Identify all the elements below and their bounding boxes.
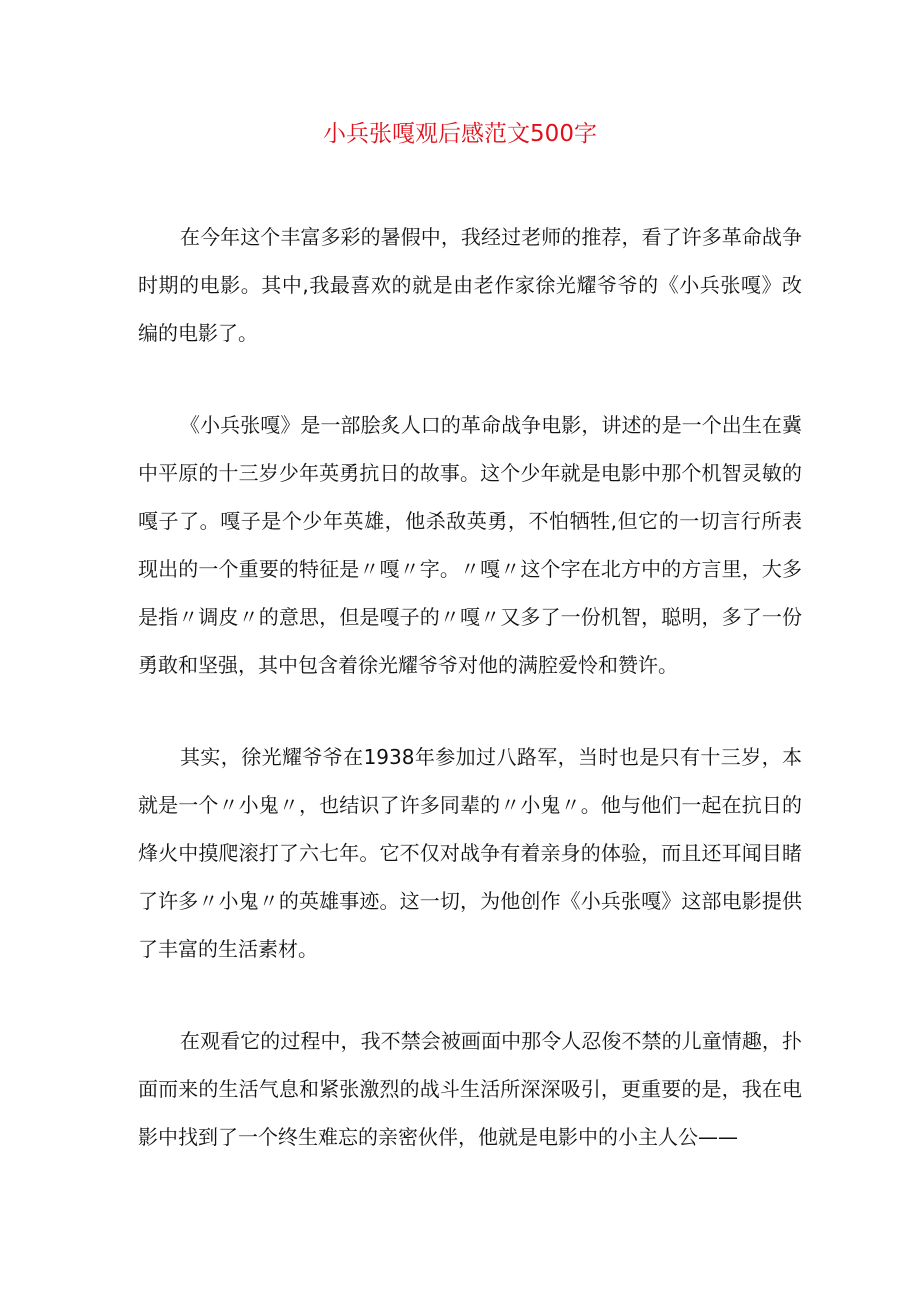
- document-title: 小兵张嘎观后感范文500字: [323, 121, 597, 147]
- paragraph-4: 在观看它的过程中，我不禁会被画面中那令人忍俊不禁的儿童情趣，扑面而来的生活气息和紧张激烈的战斗生活所深深吸引，更重要的是，我在电影中找到了一个终生难忘的亲密伙伴，他就是电影中的小主人公——: [138, 1029, 802, 1149]
- paragraph-2: 《小兵张嘎》是一部脍炙人口的革命战争电影，讲述的是一个出生在冀中平原的十三岁少年英勇抗日的故事。这个少年就是电影中那个机智灵敏的嘎子了。嘎子是个少年英雄，他杀敌英勇，不怕牺牲,但它的一切言行所表现出的一个重要的特征是〃嘎〃字。〃嘎〃这个字在北方中的方言里，大多是指〃调皮〃的意思，但是嘎子的〃嘎〃又多了一份机智，聪明，多了一份勇敢和坚强，其中包含着徐光耀爷爷对他的满腔爱怜和赞许。: [138, 413, 802, 677]
- paragraph-3: 其实，徐光耀爷爷在1938年参加过八路军，当时也是只有十三岁，本就是一个〃小鬼〃，也结识了许多同辈的〃小鬼〃。他与他们一起在抗日的烽火中摸爬滚打了六七年。它不仅对战争有着亲身的体验，而且还耳闻目睹了许多〃小鬼〃的英雄事迹。这一切，为他创作《小兵张嘎》这部电影提供了丰富的生活素材。: [138, 745, 802, 961]
- document-body: [138, 213, 802, 1205]
- paragraph-1: 在今年这个丰富多彩的暑假中，我经过老师的推荐，看了许多革命战争时期的电影。其中,我最喜欢的就是由老作家徐光耀爷爷的《小兵张嘎》改编的电影了。: [138, 225, 802, 345]
